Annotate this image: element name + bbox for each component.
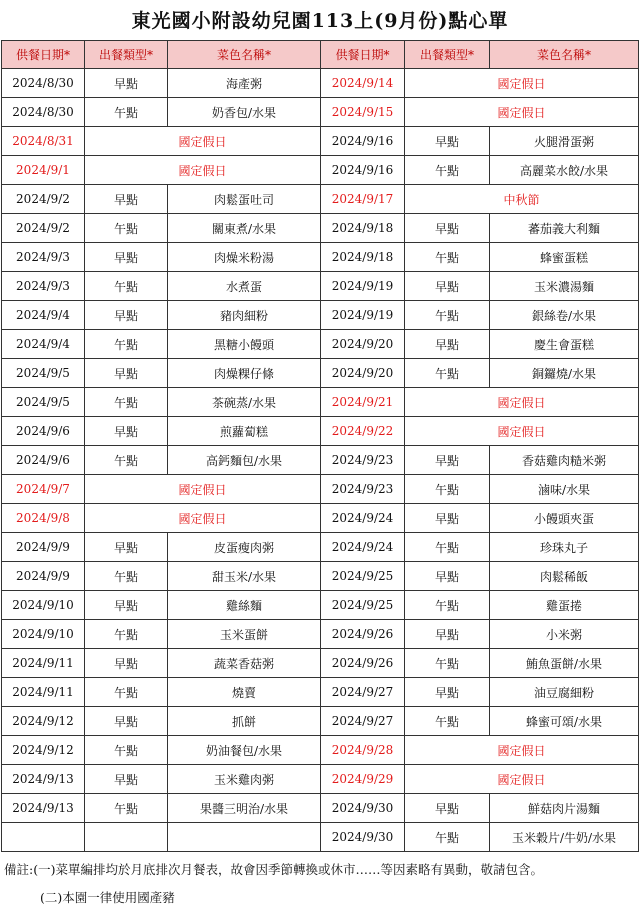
meal-type-right: 午點: [405, 533, 490, 562]
meal-type-right: 早點: [405, 446, 490, 475]
dish-name-left: 高鈣麵包/水果: [168, 446, 321, 475]
serve-date-left: 2024/9/13: [2, 765, 85, 794]
menu-row: [2, 388, 639, 417]
meal-type-left: 早點: [85, 301, 168, 330]
holiday-label-right: 國定假日: [405, 69, 639, 98]
serve-date-right: 2024/9/25: [321, 562, 405, 591]
meal-type-left: 早點: [85, 185, 168, 214]
page-title: 東光國小附設幼兒園113上(9月份)點心單: [131, 10, 509, 32]
serve-date-right: 2024/9/19: [321, 272, 405, 301]
serve-date-left: 2024/9/3: [2, 243, 85, 272]
meal-type-right: 早點: [405, 678, 490, 707]
serve-date-left: 2024/9/5: [2, 359, 85, 388]
serve-date-right: 2024/9/20: [321, 359, 405, 388]
dish-name-left: 玉米雞肉粥: [168, 765, 321, 794]
holiday-date-left: 2024/8/31: [2, 127, 85, 156]
serve-date-right: 2024/9/25: [321, 591, 405, 620]
menu-row: [2, 504, 639, 533]
meal-type-right: 午點: [405, 475, 490, 504]
serve-date-left: 2024/9/6: [2, 417, 85, 446]
menu-row: [2, 330, 639, 359]
menu-row: [2, 446, 639, 475]
dish-name-left: 肉燥粿仔條: [168, 359, 321, 388]
serve-date-right: 2024/9/19: [321, 301, 405, 330]
menu-row: [2, 591, 639, 620]
dish-name-left: 肉燥米粉湯: [168, 243, 321, 272]
dish-name-right: 鮮菇肉片湯麵: [490, 794, 639, 823]
dish-name-left: 煎蘿蔔糕: [168, 417, 321, 446]
holiday-label-right: 國定假日: [405, 765, 639, 794]
note-1: 備註:(一)菜單編排均於月底排次月餐表，故會因季節轉換或休市……等因素略有異動，敬請包含。: [4, 862, 543, 877]
holiday-date-right: 2024/9/21: [321, 388, 405, 417]
menu-row: [2, 823, 639, 852]
dish-name-left: 關東煮/水果: [168, 214, 321, 243]
menu-row: [2, 794, 639, 823]
meal-type-right: 早點: [405, 127, 490, 156]
holiday-date-left: 2024/9/7: [2, 475, 85, 504]
menu-row: [2, 736, 639, 765]
serve-date-right: 2024/9/18: [321, 214, 405, 243]
meal-type-right: 早點: [405, 504, 490, 533]
meal-type-right: 早點: [405, 794, 490, 823]
serve-date-left: 2024/9/9: [2, 562, 85, 591]
serve-date-left: 2024/9/6: [2, 446, 85, 475]
header-row: [2, 41, 639, 69]
dish-name-left: 肉鬆蛋吐司: [168, 185, 321, 214]
empty-type-left: [85, 823, 168, 852]
dish-name-left: 海產粥: [168, 69, 321, 98]
meal-type-left: 早點: [85, 359, 168, 388]
serve-date-right: 2024/9/23: [321, 475, 405, 504]
header-dish-left: 菜色名稱*: [168, 41, 321, 69]
serve-date-right: 2024/9/24: [321, 504, 405, 533]
serve-date-left: 2024/9/13: [2, 794, 85, 823]
menu-row: [2, 620, 639, 649]
holiday-label-left: 國定假日: [85, 156, 321, 185]
serve-date-left: 2024/9/4: [2, 330, 85, 359]
meal-type-right: 午點: [405, 823, 490, 852]
dish-name-left: 雞絲麵: [168, 591, 321, 620]
dish-name-right: 珍珠丸子: [490, 533, 639, 562]
serve-date-left: 2024/9/12: [2, 736, 85, 765]
dish-name-left: 燒賣: [168, 678, 321, 707]
meal-type-left: 午點: [85, 736, 168, 765]
serve-date-right: 2024/9/20: [321, 330, 405, 359]
header-date-left: 供餐日期*: [2, 41, 85, 69]
menu-table: [1, 40, 639, 852]
dish-name-right: 鮪魚蛋餅/水果: [490, 649, 639, 678]
header-type-left: 出餐類型*: [85, 41, 168, 69]
holiday-label-right: 國定假日: [405, 736, 639, 765]
meal-type-right: 午點: [405, 301, 490, 330]
menu-row: [2, 243, 639, 272]
dish-name-right: 銀絲卷/水果: [490, 301, 639, 330]
dish-name-right: 火腿滑蛋粥: [490, 127, 639, 156]
meal-type-left: 午點: [85, 678, 168, 707]
empty-date-left: [2, 823, 85, 852]
dish-name-right: 滷味/水果: [490, 475, 639, 504]
holiday-date-left: 2024/9/8: [2, 504, 85, 533]
meal-type-left: 早點: [85, 69, 168, 98]
dish-name-left: 蔬菜香菇粥: [168, 649, 321, 678]
holiday-label-right: 中秋節: [405, 185, 639, 214]
holiday-date-right: 2024/9/14: [321, 69, 405, 98]
dish-name-right: 慶生會蛋糕: [490, 330, 639, 359]
holiday-label-right: 國定假日: [405, 417, 639, 446]
header-dish-right: 菜色名稱*: [490, 41, 639, 69]
meal-type-right: 午點: [405, 591, 490, 620]
meal-type-right: 早點: [405, 562, 490, 591]
serve-date-right: 2024/9/27: [321, 707, 405, 736]
serve-date-right: 2024/9/30: [321, 823, 405, 852]
serve-date-right: 2024/9/26: [321, 620, 405, 649]
dish-name-left: 黑糖小饅頭: [168, 330, 321, 359]
serve-date-right: 2024/9/23: [321, 446, 405, 475]
serve-date-left: 2024/9/10: [2, 620, 85, 649]
holiday-label-left: 國定假日: [85, 504, 321, 533]
holiday-date-right: 2024/9/17: [321, 185, 405, 214]
serve-date-left: 2024/9/3: [2, 272, 85, 301]
dish-name-right: 小饅頭夾蛋: [490, 504, 639, 533]
serve-date-right: 2024/9/27: [321, 678, 405, 707]
dish-name-left: 奶香包/水果: [168, 98, 321, 127]
dish-name-left: 茶碗蒸/水果: [168, 388, 321, 417]
meal-type-left: 午點: [85, 620, 168, 649]
serve-date-right: 2024/9/16: [321, 156, 405, 185]
serve-date-left: 2024/9/10: [2, 591, 85, 620]
holiday-date-right: 2024/9/28: [321, 736, 405, 765]
serve-date-left: 2024/9/2: [2, 185, 85, 214]
serve-date-left: 2024/9/11: [2, 678, 85, 707]
menu-row: [2, 765, 639, 794]
meal-type-right: 早點: [405, 330, 490, 359]
dish-name-right: 雞蛋捲: [490, 591, 639, 620]
serve-date-left: 2024/9/2: [2, 214, 85, 243]
menu-row: [2, 127, 639, 156]
meal-type-left: 午點: [85, 98, 168, 127]
meal-type-left: 早點: [85, 417, 168, 446]
serve-date-left: 2024/9/9: [2, 533, 85, 562]
meal-type-right: 午點: [405, 707, 490, 736]
menu-row: [2, 533, 639, 562]
dish-name-left: 抓餅: [168, 707, 321, 736]
serve-date-left: 2024/8/30: [2, 69, 85, 98]
meal-type-left: 早點: [85, 243, 168, 272]
dish-name-right: 銅鑼燒/水果: [490, 359, 639, 388]
holiday-date-right: 2024/9/15: [321, 98, 405, 127]
dish-name-left: 水煮蛋: [168, 272, 321, 301]
meal-type-left: 午點: [85, 446, 168, 475]
note-2: (二)本園一律使用國產豬: [40, 890, 175, 905]
menu-row: [2, 649, 639, 678]
meal-type-right: 午點: [405, 649, 490, 678]
dish-name-right: 肉鬆稀飯: [490, 562, 639, 591]
menu-row: [2, 98, 639, 127]
empty-dish-left: [168, 823, 321, 852]
serve-date-right: 2024/9/26: [321, 649, 405, 678]
menu-row: [2, 707, 639, 736]
notes: [4, 856, 636, 912]
dish-name-left: 豬肉細粉: [168, 301, 321, 330]
meal-type-left: 午點: [85, 388, 168, 417]
menu-row: [2, 156, 639, 185]
header-type-right: 出餐類型*: [405, 41, 490, 69]
dish-name-left: 果醬三明治/水果: [168, 794, 321, 823]
header-date-right: 供餐日期*: [321, 41, 405, 69]
meal-type-right: 午點: [405, 156, 490, 185]
holiday-date-right: 2024/9/22: [321, 417, 405, 446]
dish-name-right: 蜂蜜可頌/水果: [490, 707, 639, 736]
menu-row: [2, 214, 639, 243]
serve-date-right: 2024/9/16: [321, 127, 405, 156]
menu-row: [2, 562, 639, 591]
menu-row: [2, 417, 639, 446]
menu-row: [2, 69, 639, 98]
menu-row: [2, 475, 639, 504]
serve-date-left: 2024/9/12: [2, 707, 85, 736]
holiday-date-right: 2024/9/29: [321, 765, 405, 794]
dish-name-right: 玉米穀片/牛奶/水果: [490, 823, 639, 852]
meal-type-left: 早點: [85, 533, 168, 562]
menu-row: [2, 272, 639, 301]
serve-date-right: 2024/9/24: [321, 533, 405, 562]
meal-type-right: 早點: [405, 620, 490, 649]
dish-name-left: 甜玉米/水果: [168, 562, 321, 591]
meal-type-left: 午點: [85, 794, 168, 823]
holiday-date-left: 2024/9/1: [2, 156, 85, 185]
dish-name-left: 皮蛋瘦肉粥: [168, 533, 321, 562]
serve-date-left: 2024/9/5: [2, 388, 85, 417]
serve-date-left: 2024/8/30: [2, 98, 85, 127]
dish-name-right: 高麗菜水餃/水果: [490, 156, 639, 185]
dish-name-left: 奶油餐包/水果: [168, 736, 321, 765]
serve-date-right: 2024/9/30: [321, 794, 405, 823]
menu-row: [2, 359, 639, 388]
serve-date-left: 2024/9/4: [2, 301, 85, 330]
meal-type-right: 午點: [405, 243, 490, 272]
holiday-label-right: 國定假日: [405, 98, 639, 127]
meal-type-left: 早點: [85, 591, 168, 620]
meal-type-left: 早點: [85, 765, 168, 794]
meal-type-right: 早點: [405, 272, 490, 301]
dish-name-right: 香菇雞肉糙米粥: [490, 446, 639, 475]
menu-body: [2, 69, 639, 852]
menu-row: [2, 301, 639, 330]
dish-name-left: 玉米蛋餅: [168, 620, 321, 649]
serve-date-right: 2024/9/18: [321, 243, 405, 272]
holiday-label-right: 國定假日: [405, 388, 639, 417]
dish-name-right: 蕃茄義大利麵: [490, 214, 639, 243]
meal-type-left: 午點: [85, 562, 168, 591]
meal-type-left: 午點: [85, 272, 168, 301]
holiday-label-left: 國定假日: [85, 127, 321, 156]
menu-row: [2, 185, 639, 214]
holiday-label-left: 國定假日: [85, 475, 321, 504]
dish-name-right: 玉米濃湯麵: [490, 272, 639, 301]
menu-row: [2, 678, 639, 707]
meal-type-left: 早點: [85, 707, 168, 736]
meal-type-right: 早點: [405, 214, 490, 243]
serve-date-left: 2024/9/11: [2, 649, 85, 678]
meal-type-left: 午點: [85, 330, 168, 359]
meal-type-left: 早點: [85, 649, 168, 678]
dish-name-right: 小米粥: [490, 620, 639, 649]
dish-name-right: 油豆腐細粉: [490, 678, 639, 707]
meal-type-right: 午點: [405, 359, 490, 388]
meal-type-left: 午點: [85, 214, 168, 243]
dish-name-right: 蜂蜜蛋糕: [490, 243, 639, 272]
